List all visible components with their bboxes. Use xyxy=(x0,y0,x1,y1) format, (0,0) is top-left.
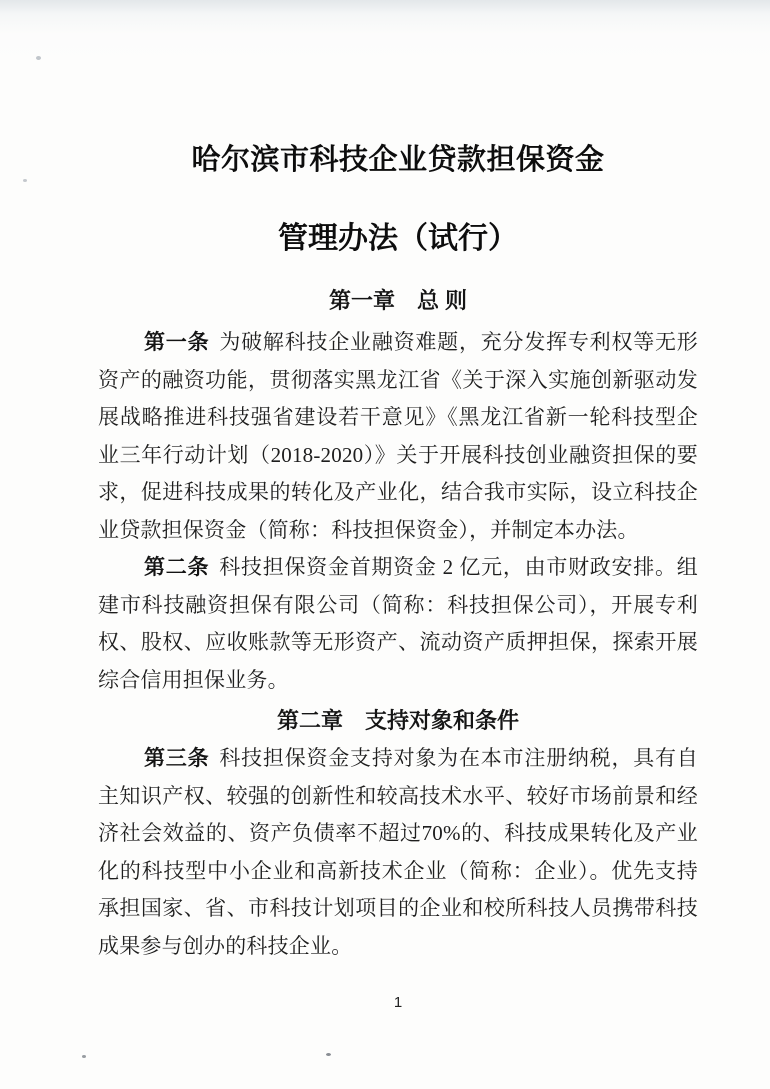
article-2-line-1 xyxy=(98,549,698,587)
article-3-line-6: 成果参与创办的科技企业。 xyxy=(98,933,353,958)
article-3-line-2: 主知识产权、较强的创新性和较高技术水平、较好市场前景和经 xyxy=(98,783,698,808)
article-1-line-4: 业三年行动计划（2018-2020）》关于开展科技创业融资担保的要 xyxy=(98,442,698,467)
article-3-line-1 xyxy=(98,740,698,778)
article-2-line-3: 权、股权、应收账款等无形资产、流动资产质押担保，探索开展 xyxy=(98,630,698,654)
article-1-line-1-text: 为破解科技企业融资难题，充分发挥专利权等无形 xyxy=(219,330,698,354)
document-content xyxy=(98,143,698,1011)
article-1 xyxy=(98,324,698,549)
article-2 xyxy=(98,549,698,699)
chapter-1-heading: 第一章 总 则 xyxy=(328,288,468,313)
article-3 xyxy=(98,740,698,965)
scan-speck xyxy=(326,1053,331,1056)
document-title-line2: 管理办法（试行） xyxy=(278,222,518,255)
article-1-line-5: 求，促进科技成果的转化及产业化，结合我市实际，设立科技企 xyxy=(98,480,698,504)
article-1-number: 第一条 xyxy=(144,331,210,354)
chapter-2-heading: 第二章 支持对象和条件 xyxy=(276,708,519,733)
article-1-line-3: 展战略推进科技强省建设若干意见》《黑龙江省新一轮科技型企 xyxy=(98,405,698,429)
article-3-number: 第三条 xyxy=(144,747,210,770)
document-title-line1: 哈尔滨市科技企业贷款担保资金 xyxy=(191,144,605,176)
page-number: 1 xyxy=(393,994,403,1011)
article-2-line-4: 综合信用担保业务。 xyxy=(98,667,289,692)
article-3-line-4: 化的科技型中小企业和高新技术企业（简称：企业）。优先支持 xyxy=(98,858,698,883)
article-1-line-2: 资产的融资功能，贯彻落实黑龙江省《关于深入实施创新驱动发 xyxy=(98,367,698,392)
article-3-line-3: 济社会效益的、资产负债率不超过70%的、科技成果转化及产业 xyxy=(98,821,698,845)
article-3-line-1-text: 科技担保资金支持对象为在本市注册纳税，具有自 xyxy=(219,746,698,770)
scan-speck xyxy=(23,179,27,182)
article-2-line-2: 建市科技融资担保有限公司（简称：科技担保公司），开展专利 xyxy=(98,592,698,617)
scan-speck xyxy=(82,1055,86,1058)
article-2-number: 第二条 xyxy=(144,556,210,579)
article-3-line-5: 承担国家、省、市科技计划项目的企业和校所科技人员携带科技 xyxy=(98,896,698,920)
article-2-line-1-text: 科技担保资金首期资金 2 亿元，由市财政安排。组 xyxy=(219,555,698,579)
scan-speck xyxy=(36,56,41,60)
article-1-line-1 xyxy=(98,324,698,362)
article-1-line-6: 业贷款担保资金（简称：科技担保资金），并制定本办法。 xyxy=(98,517,639,542)
